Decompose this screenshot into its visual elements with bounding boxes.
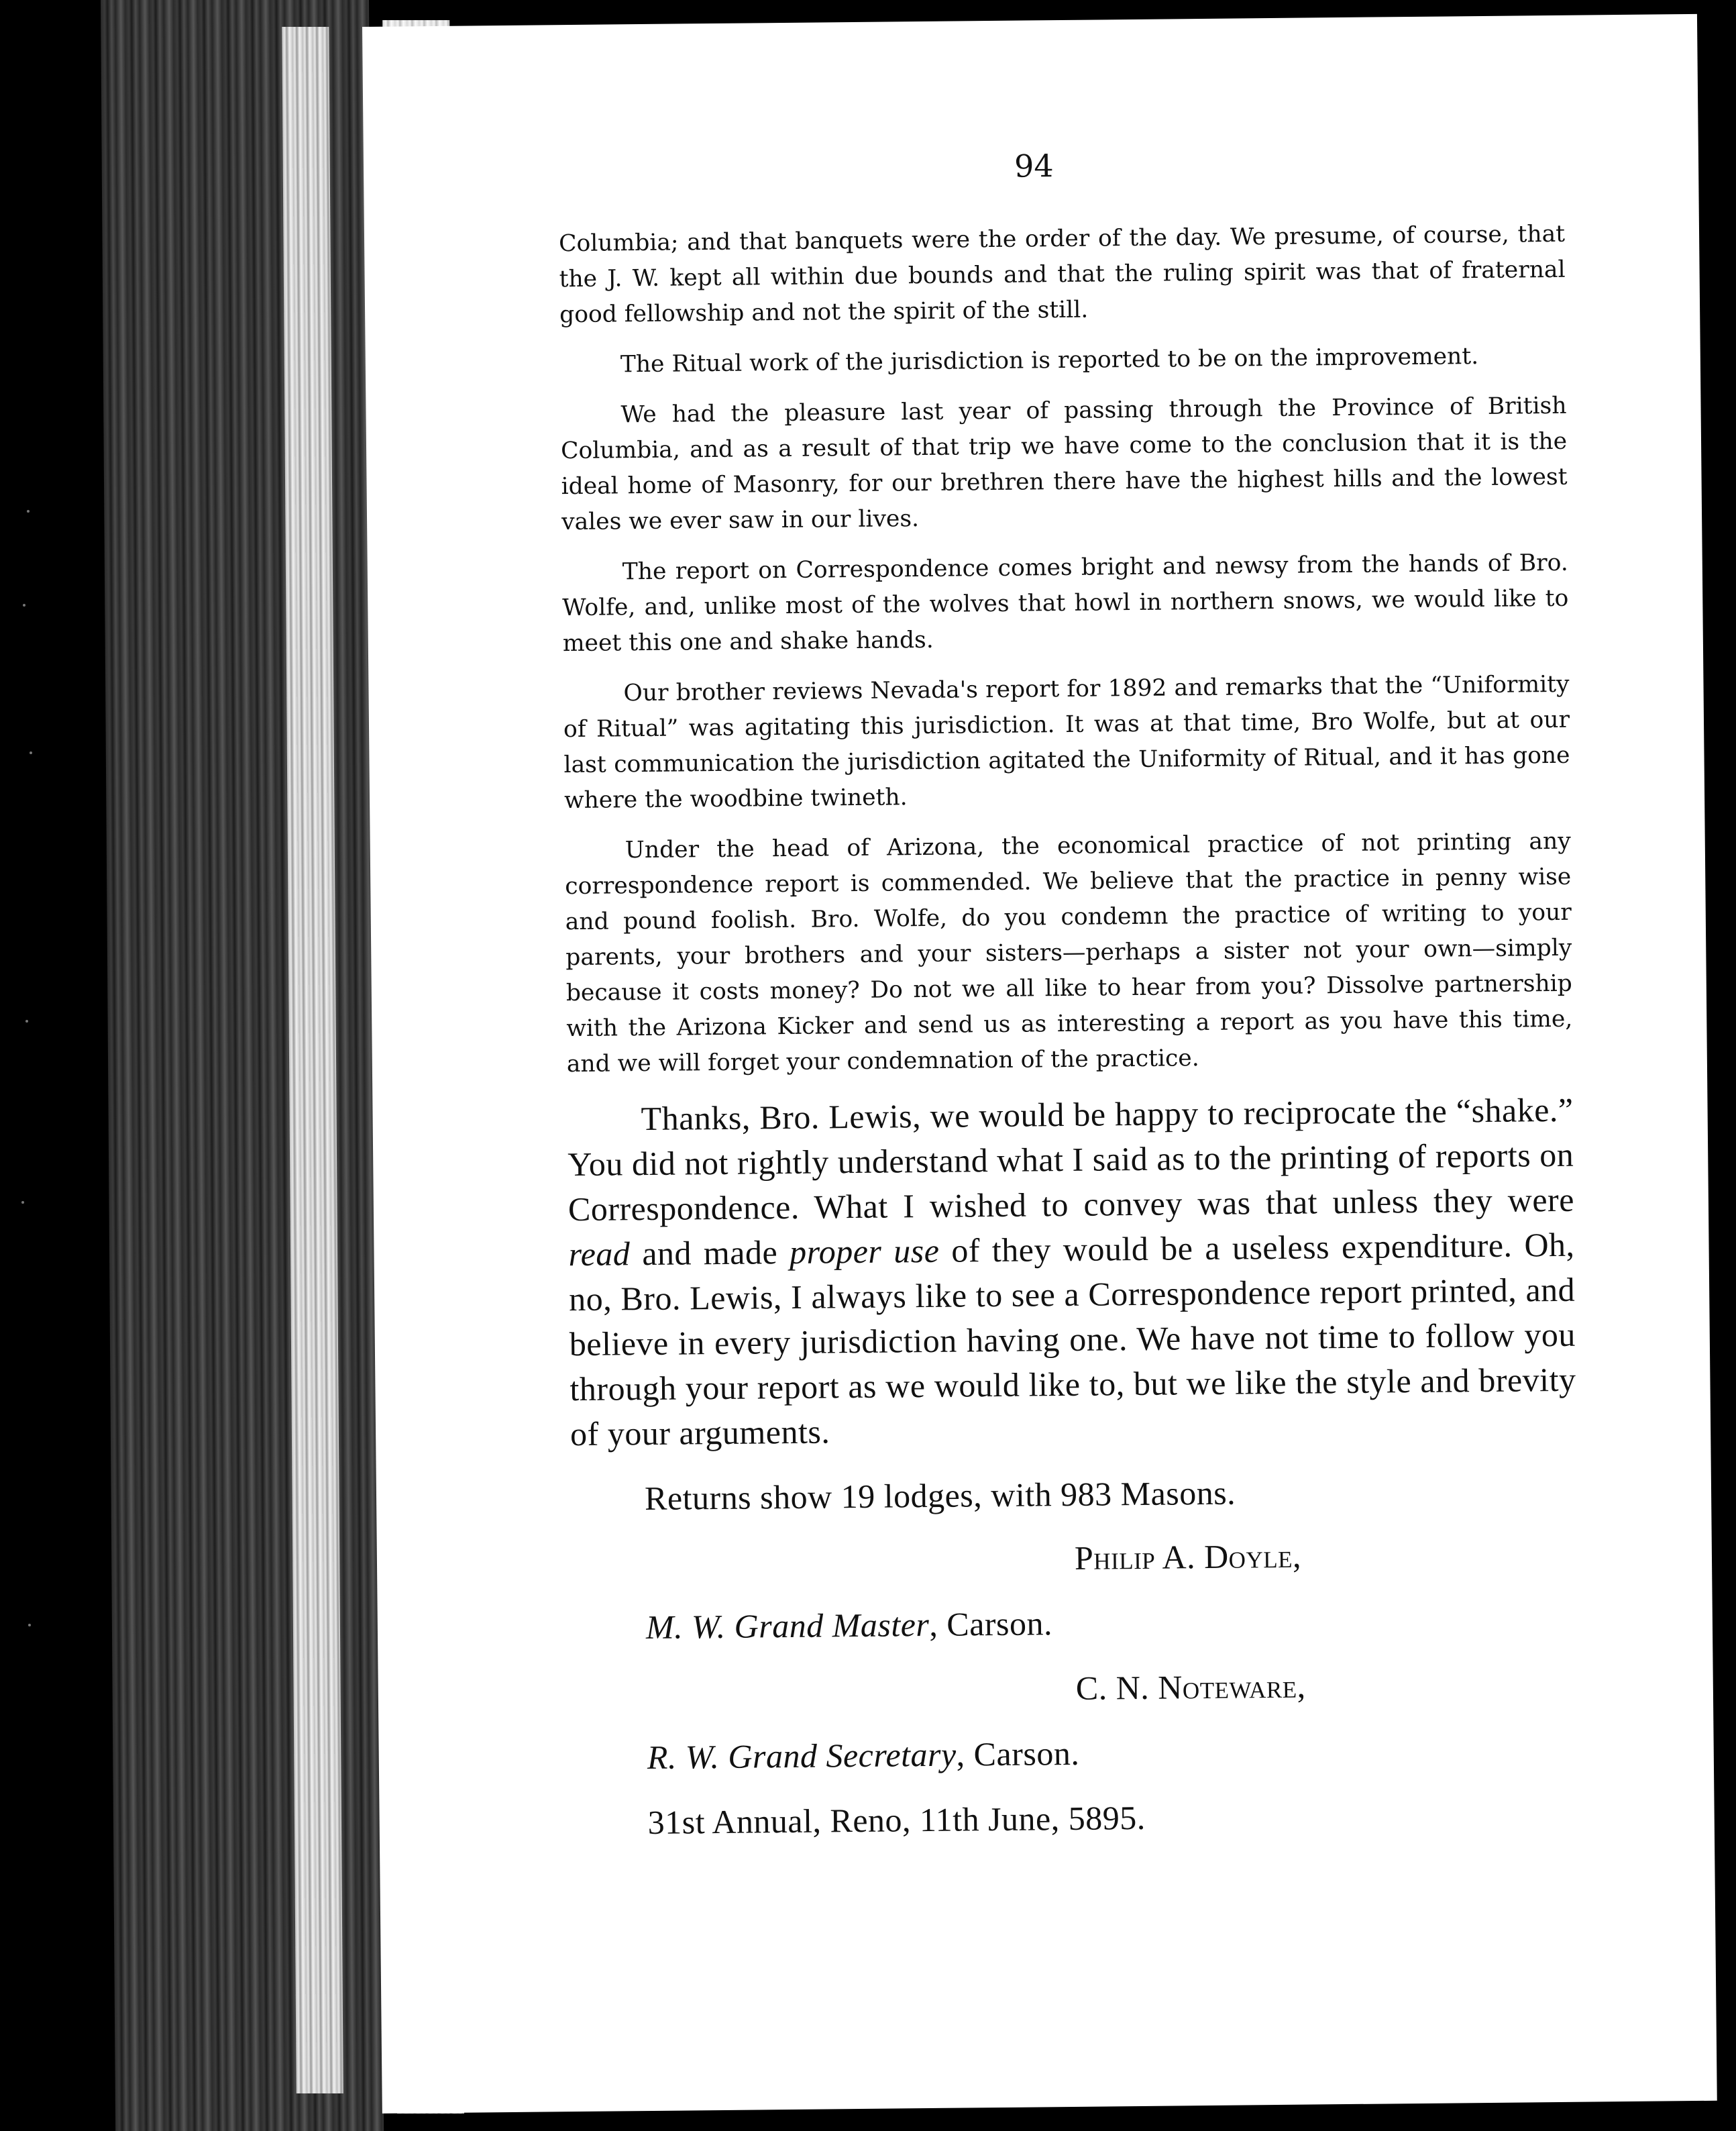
reply-text: of they would be a useless expenditure. Oh, no, Bro. Lewis, I always like to see a Correspondence report printed, and believe in every jurisdiction having one. We have not time to follow you through your report as we would like to, but we like the style and brevity of your arguments.: [568, 1225, 1576, 1453]
signature-place: , Carson.: [956, 1734, 1080, 1773]
signature-place: , Carson.: [929, 1604, 1053, 1643]
page-number: 94: [1014, 148, 1054, 185]
paragraph: Our brother reviews Nevada's report for 1892 and remarks that the “Uniformity of Ritual” was agitating this jurisdiction. It was at that time, Bro Wolfe, but at our last communication the jurisdiction agitated the Uniformity of Ritual, and it has gone where the woodbine twineth.: [563, 670, 1570, 815]
reply-italic-read: read: [568, 1235, 631, 1274]
paragraph: Columbia; and that banquets were the order of the day. We presume, of course, that the J. W. kept all within due bounds and that the ruling spirit was that of fraternal good fellowship and not the spirit of the still.: [558, 220, 1566, 329]
signature-name: C. N. Noteware,: [1075, 1667, 1306, 1707]
reply-italic-proper-use: proper use: [789, 1231, 940, 1271]
reply-text: and made: [630, 1233, 790, 1273]
paragraph: The Ritual work of the jurisdiction is reported to be on the improvement.: [620, 343, 1479, 378]
paragraph: Under the head of Arizona, the economical practice of not printing any correspondence report is commended. We believe that the practice in penny wise and pound foolish. Bro. Wolfe, do you condemn the practice of writing to your parents, your brothers and your sisters—perhaps a sister not your own—simply because it costs money? Do not we all like to hear from you? Dissolve partnership with the Arizona Kicker and send us as interesting a report as you have this time, and we will forget your condemnation of the practice.: [565, 827, 1573, 1078]
next-section-heading: 31st Annual, Reno, 11th June, 5895.: [647, 1798, 1146, 1842]
reply-text: Thanks, Bro. Lewis, we would be happy to reciprocate the “shake.” You did not rightly understand what I said as to the printing of reports on Correspondence. What I wished to convey was that unless they were: [567, 1090, 1575, 1229]
printed-page: [362, 14, 1717, 2114]
signature-name: Philip A. Doyle,: [1074, 1537, 1302, 1577]
paragraph: We had the pleasure last year of passing through the Province of British Columbia, and as a result of that trip we have come to the conclusion that it is the ideal home of Masonry, for our brethren there have the highest hills and the lowest vales we ever saw in our lives.: [560, 392, 1568, 536]
signature-grand-secretary: [573, 1661, 1580, 1781]
signature-office: R. W. Grand Secretary: [647, 1735, 957, 1777]
scan-specks: [20, 0, 47, 2131]
small-type-section: [559, 217, 1573, 1082]
page-edge-highlight: [282, 27, 343, 2093]
reply-paragraph: [567, 1088, 1576, 1457]
large-type-section: [567, 1088, 1580, 1846]
returns-line: Returns show 19 lodges, with 983 Masons.: [644, 1473, 1236, 1518]
signature-office: M. W. Grand Master: [645, 1605, 930, 1647]
signature-title: [572, 1596, 1579, 1651]
body-text: [559, 217, 1580, 1866]
signature-title: [573, 1726, 1580, 1781]
paragraph: The report on Correspondence comes bright and newsy from the hands of Bro. Wolfe, and, unlike most of the wolves that howl in northern snows, we would like to meet this one and shake hands.: [562, 549, 1569, 658]
book-page-edges: [101, 0, 384, 2131]
signature-grand-master: [572, 1531, 1579, 1651]
